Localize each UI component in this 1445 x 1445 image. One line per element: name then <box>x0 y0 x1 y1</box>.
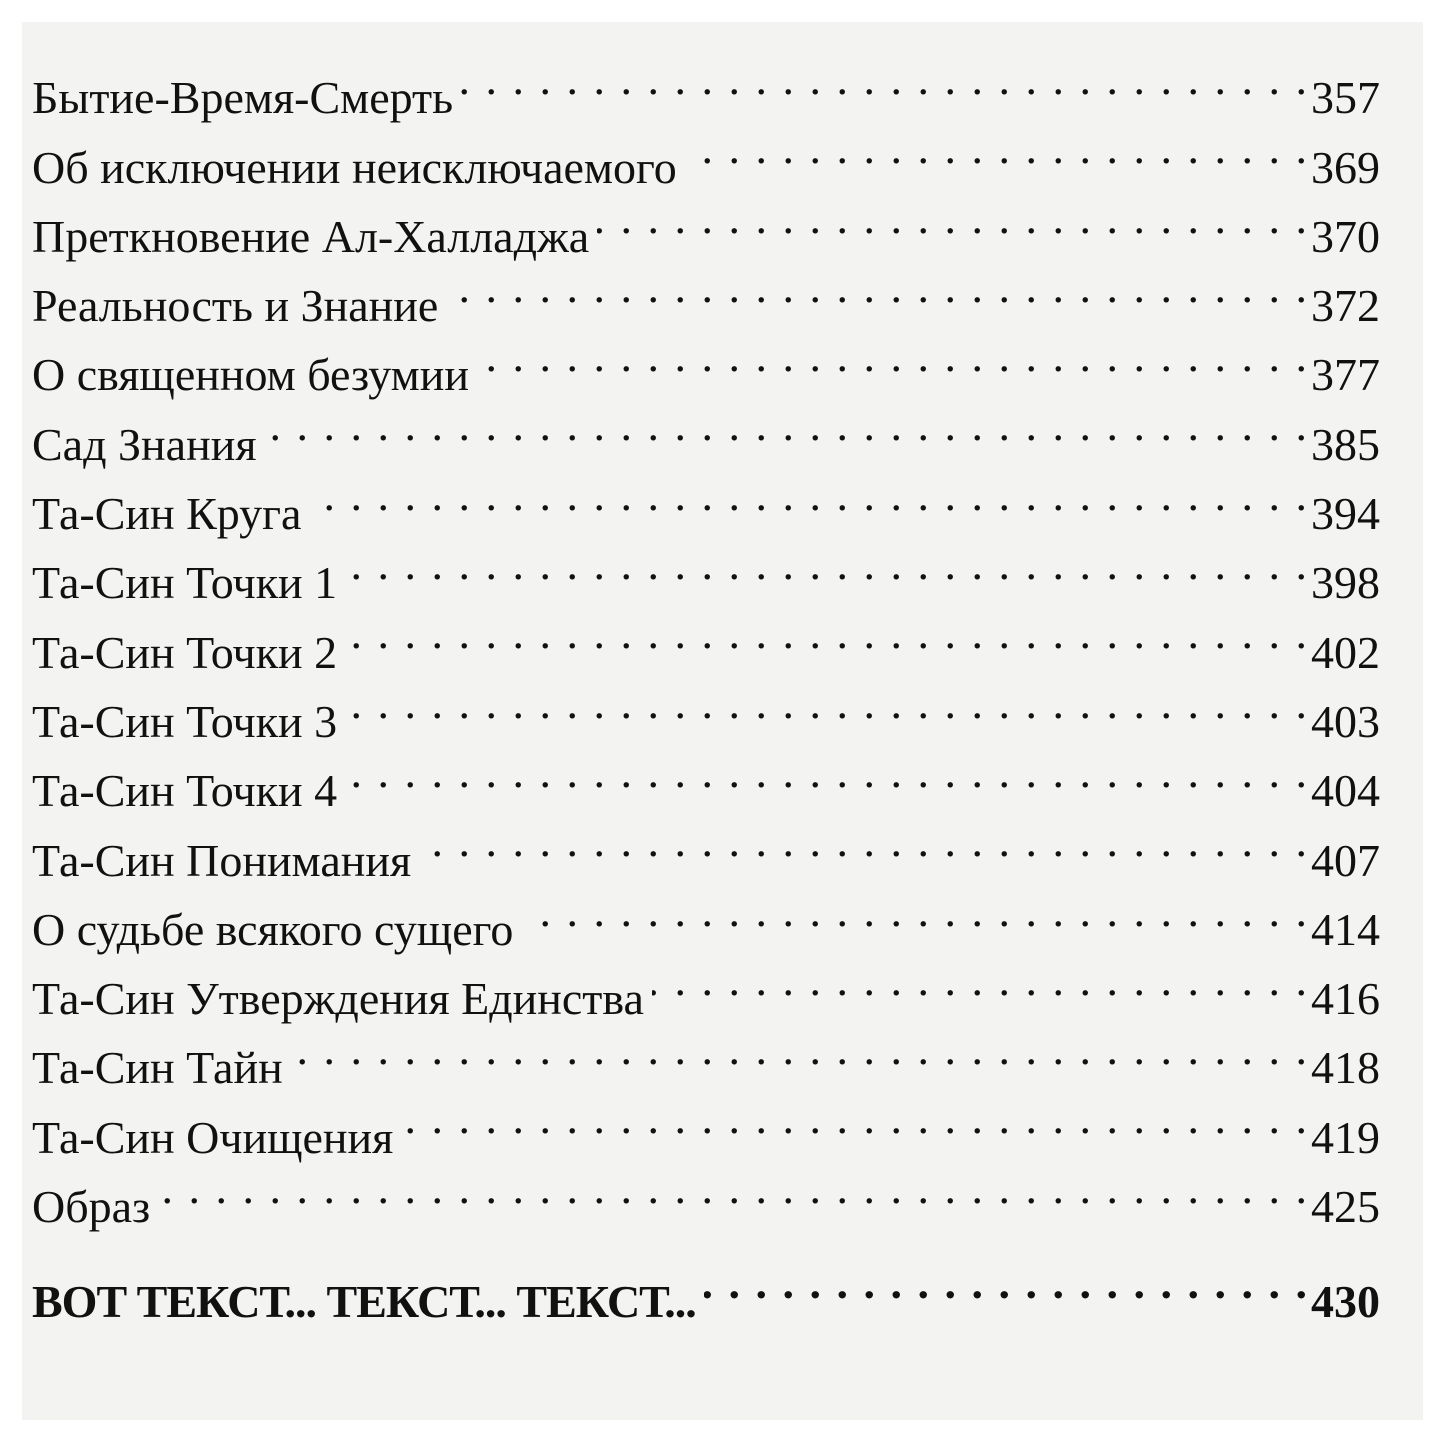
toc-entry-page-number: 377 <box>1311 349 1380 401</box>
toc-entry <box>32 44 1380 124</box>
toc-entry-title: Та-Син Понимания <box>32 834 412 886</box>
toc-entry-title: Та-Син Очищения <box>32 1111 394 1163</box>
dot-leader <box>345 529 1309 598</box>
toc-entry <box>32 529 1380 609</box>
toc-entry-title: Бытие-Время-Смерть <box>32 72 454 124</box>
toc-entry <box>32 876 1380 955</box>
toc-entry <box>32 806 1380 886</box>
dot-leader <box>158 1153 1309 1222</box>
toc-entry <box>32 113 1380 193</box>
toc-entry-page-number: 425 <box>1311 1181 1380 1233</box>
toc-entry-title: Та-Син Точки 4 <box>32 765 338 817</box>
toc-entry <box>32 945 1380 1025</box>
toc-entry <box>32 737 1380 817</box>
toc-entry <box>32 252 1380 332</box>
toc-entry-page-number: 416 <box>1311 973 1380 1025</box>
toc-final-entry <box>32 1248 1380 1328</box>
toc-entry-title: Образ <box>32 1181 151 1233</box>
dot-leader <box>345 737 1309 806</box>
toc-entry-page-number: 404 <box>1311 765 1380 817</box>
toc-entry-page-number: 419 <box>1311 1111 1380 1163</box>
toc-entry-title: О судьбе всякого сущего <box>32 903 514 955</box>
toc-entry-page-number: 402 <box>1311 626 1380 678</box>
toc-entry-title: Та-Син Точки 1 <box>32 557 338 609</box>
toc-entry-page-number: 407 <box>1311 834 1380 886</box>
table-of-contents <box>32 44 1380 1328</box>
toc-entry-page-number: 430 <box>1311 1276 1380 1328</box>
toc-entry-title: Та-Син Круга <box>32 488 302 540</box>
toc-entry-page-number: 369 <box>1311 141 1380 193</box>
toc-entry-page-number: 385 <box>1311 418 1380 470</box>
toc-entry-page-number: 370 <box>1311 210 1380 262</box>
toc-entry <box>32 460 1380 540</box>
toc-entry-title: Та-Син Точки 2 <box>32 626 338 678</box>
toc-entry-title: Сад Знания <box>32 418 257 470</box>
toc-entry-page-number: 414 <box>1311 903 1380 955</box>
toc-entry <box>32 598 1380 678</box>
toc-entry <box>32 1014 1380 1094</box>
dot-leader <box>461 44 1309 113</box>
toc-entry-title: Реальность и Знание <box>32 280 439 332</box>
dot-leader <box>419 806 1309 875</box>
dot-leader <box>401 1083 1309 1152</box>
toc-entry-page-number: 403 <box>1311 695 1380 747</box>
toc-entry <box>32 668 1380 747</box>
toc-entry-page-number: 418 <box>1311 1042 1380 1094</box>
toc-entry-title: Та-Син Точки 3 <box>32 695 338 747</box>
toc-entry <box>32 183 1380 262</box>
dot-leader <box>345 598 1309 667</box>
toc-entry-page-number: 357 <box>1311 72 1380 124</box>
toc-entry-title: Та-Син Утверждения Единства <box>32 973 644 1025</box>
dot-leader <box>345 668 1309 737</box>
dot-leader <box>291 1014 1309 1083</box>
dot-leader <box>477 321 1309 390</box>
toc-entry-title: Об исключении неисключаемого <box>32 141 677 193</box>
dot-leader <box>597 183 1309 252</box>
dot-leader <box>685 113 1309 182</box>
toc-entry-title: Преткновение Ал-Халладжа <box>32 210 590 262</box>
toc-entry <box>32 1153 1380 1233</box>
dot-leader <box>309 460 1309 529</box>
toc-entry <box>32 390 1380 470</box>
toc-entry-page-number: 372 <box>1311 280 1380 332</box>
toc-entry-page-number: 394 <box>1311 488 1380 540</box>
dot-leader <box>521 876 1309 945</box>
toc-entry <box>32 321 1380 401</box>
dot-leader <box>652 945 1309 1014</box>
toc-entry-title: О священном безумии <box>32 349 469 401</box>
dot-leader <box>704 1248 1309 1317</box>
toc-entry-page-number: 398 <box>1311 557 1380 609</box>
toc-entry <box>32 1083 1380 1163</box>
dot-leader <box>264 390 1309 459</box>
toc-entry-title: Та-Син Тайн <box>32 1042 283 1094</box>
toc-entry-title: ВОТ ТЕКСТ... ТЕКСТ... ТЕКСТ... <box>32 1276 696 1328</box>
dot-leader <box>446 252 1309 321</box>
